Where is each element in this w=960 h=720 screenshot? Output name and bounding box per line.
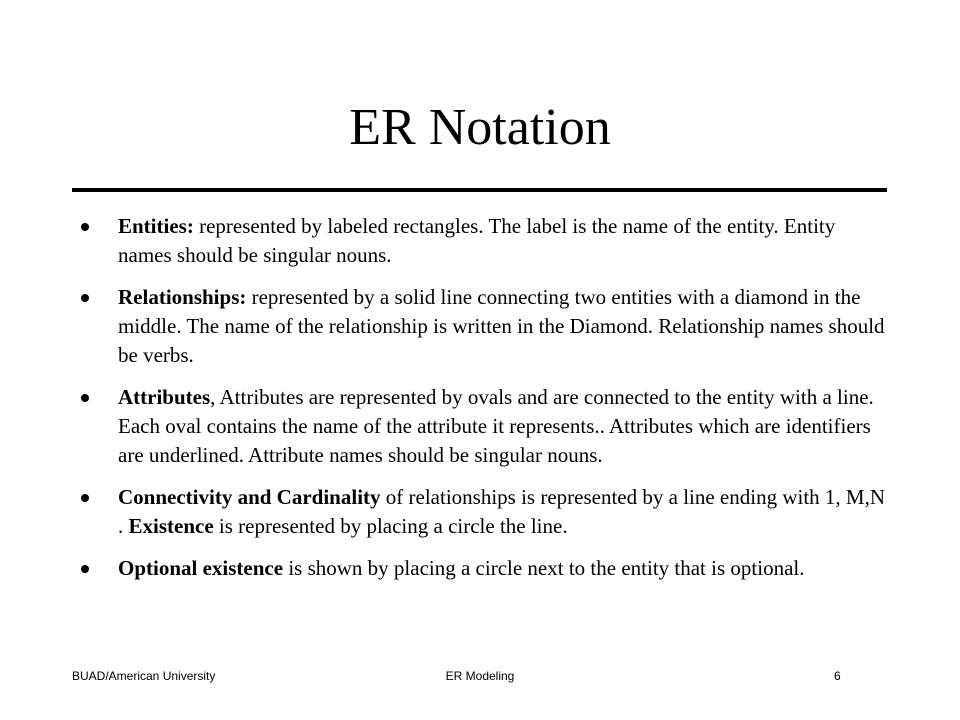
bullet-icon: [81, 223, 89, 231]
bullet-list: [78, 212, 888, 596]
bullet-icon: [81, 565, 89, 573]
footer-institution: BUAD/American University: [72, 669, 216, 683]
bullet-text: represented by a solid line connecting two entities with a diamond in the middle. The name of the relationship is written in the Diamond. Relationship names should be verbs.: [118, 285, 885, 367]
bullet-term-existence: Existence: [128, 514, 214, 538]
footer-topic: ER Modeling: [445, 669, 515, 683]
bullet-text: , Attributes are represented by ovals and are connected to the entity with a line. Each oval contains the name of the attribute it represents.. Attributes which are identifiers are underlined. Attribute names should be singular nouns.: [118, 385, 874, 467]
bullet-attributes: [78, 383, 888, 470]
title-divider: [72, 188, 887, 192]
bullet-text: of relationships is represented by a line ending with 1, M,N .: [118, 485, 886, 538]
bullet-term: Connectivity and Cardinality: [118, 485, 381, 509]
bullet-term: Attributes: [118, 385, 211, 409]
bullet-text: represented by labeled rectangles. The label is the name of the entity. Entity names should be singular nouns.: [118, 214, 836, 267]
bullet-relationships: [78, 283, 888, 370]
slide-title: ER Notation: [349, 99, 611, 156]
bullet-optional-existence: [78, 554, 888, 583]
footer-page-number: 6: [834, 669, 841, 683]
bullet-connectivity: [78, 483, 888, 541]
bullet-term: Optional existence: [118, 556, 284, 580]
bullet-text: is represented by placing a circle the line.: [213, 514, 568, 538]
bullet-icon: [81, 494, 89, 502]
bullet-icon: [81, 394, 89, 402]
bullet-text: is shown by placing a circle next to the entity that is optional.: [283, 556, 805, 580]
bullet-entities: [78, 212, 888, 270]
bullet-term: Relationships:: [118, 285, 247, 309]
bullet-icon: [81, 294, 89, 302]
bullet-term: Entities:: [118, 214, 194, 238]
